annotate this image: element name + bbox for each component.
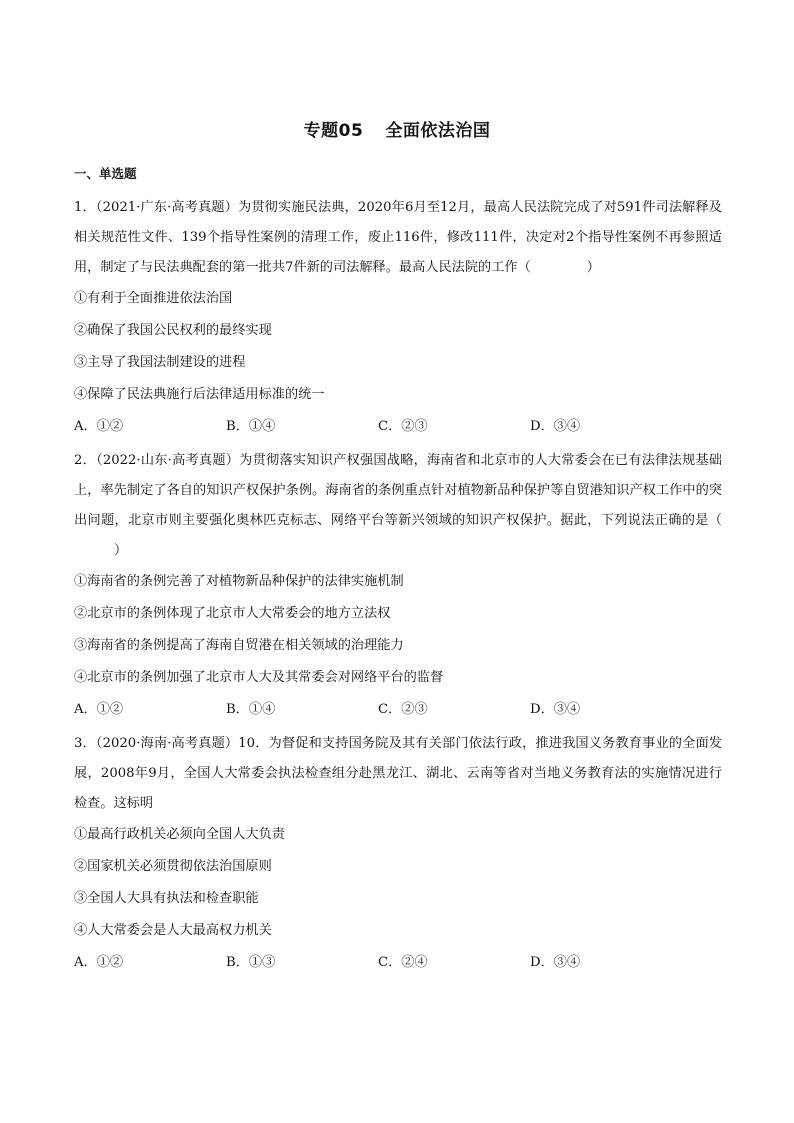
choice-d[interactable]: D．③④ [530,419,581,434]
statement-3: ③全国人大具有执法和检查职能 [74,891,259,906]
question-2 [74,446,722,726]
question-3 [74,729,722,979]
choice-c[interactable]: C．②④ [378,955,428,970]
section-heading: 一、单选题 [74,166,137,181]
statement-2: ②北京市的条例体现了北京市人大常委会的地方立法权 [74,606,391,621]
statement-3: ③海南省的条例提高了海南自贸港在相关领域的治理能力 [74,638,404,653]
choice-b[interactable]: B．①④ [226,419,276,434]
answer-choices [74,411,722,443]
statement-1: ①有利于全面推进依法治国 [74,291,233,306]
page-title [0,116,794,141]
choice-a[interactable]: A．①② [74,702,124,717]
statement-2: ②国家机关必须贯彻依法治国原则 [74,859,272,874]
question-stem: 1．（2021·广东·高考真题）为贯彻实施民法典，2020年6月至12月，最高人民法院完成了对591件司法解释及相关规范性文件、139个指导性案例的清理工作，废止116件，修改111件，决定对2个指导性案例不再参照适用，制定了与民法典配套的第一批共7件新的司法解释。最高人民法院的工作（ ） [74,200,722,275]
choice-a[interactable]: A．①② [74,955,124,970]
title-topic-name: 全面依法治国 [385,121,491,141]
statement-4: ④保障了民法典施行后法律适用标准的统一 [74,387,325,402]
statement-4: ④北京市的条例加强了北京市人大及其常委会对网络平台的监督 [74,670,444,685]
choice-a[interactable]: A．①② [74,419,124,434]
statement-4: ④人大常委会是人大最高权力机关 [74,923,272,938]
statement-2: ②确保了我国公民权利的最终实现 [74,323,272,338]
title-topic-number: 专题05 [303,121,364,141]
statement-3: ③主导了我国法制建设的进程 [74,355,246,370]
choice-b[interactable]: B．①④ [226,702,276,717]
answer-choices [74,694,722,726]
answer-choices [74,947,722,979]
question-stem: 3．（2020·海南·高考真题）10．为督促和支持国务院及其有关部门依法行政，推进我国义务教育事业的全面发展，2008年9月，全国人大常委会执法检查组分赴黑龙江、湖北、云南等省对当地义务教育法的实施情况进行检查。这标明 [74,736,722,811]
statement-1: ①最高行政机关必须向全国人大负责 [74,827,285,842]
choice-b[interactable]: B．①③ [226,955,276,970]
question-stem: 2．（2022·山东·高考真题）为贯彻落实知识产权强国战略，海南省和北京市的人大常委会在已有法律法规基础上，率先制定了各自的知识产权保护条例。海南省的条例重点针对植物新品种保护等自贸港知识产权工作中的突出问题，北京市则主要强化奥林匹克标志、网络平台等新兴领域的知识产权保护。据此，下列说法正确的是（） [74,453,722,558]
choice-d[interactable]: D．③④ [530,955,581,970]
statement-1: ①海南省的条例完善了对植物新品种保护的法律实施机制 [74,574,404,589]
choice-c[interactable]: C．②③ [378,702,428,717]
choice-d[interactable]: D．③④ [530,702,581,717]
choice-c[interactable]: C．②③ [378,419,428,434]
question-1 [74,193,722,443]
